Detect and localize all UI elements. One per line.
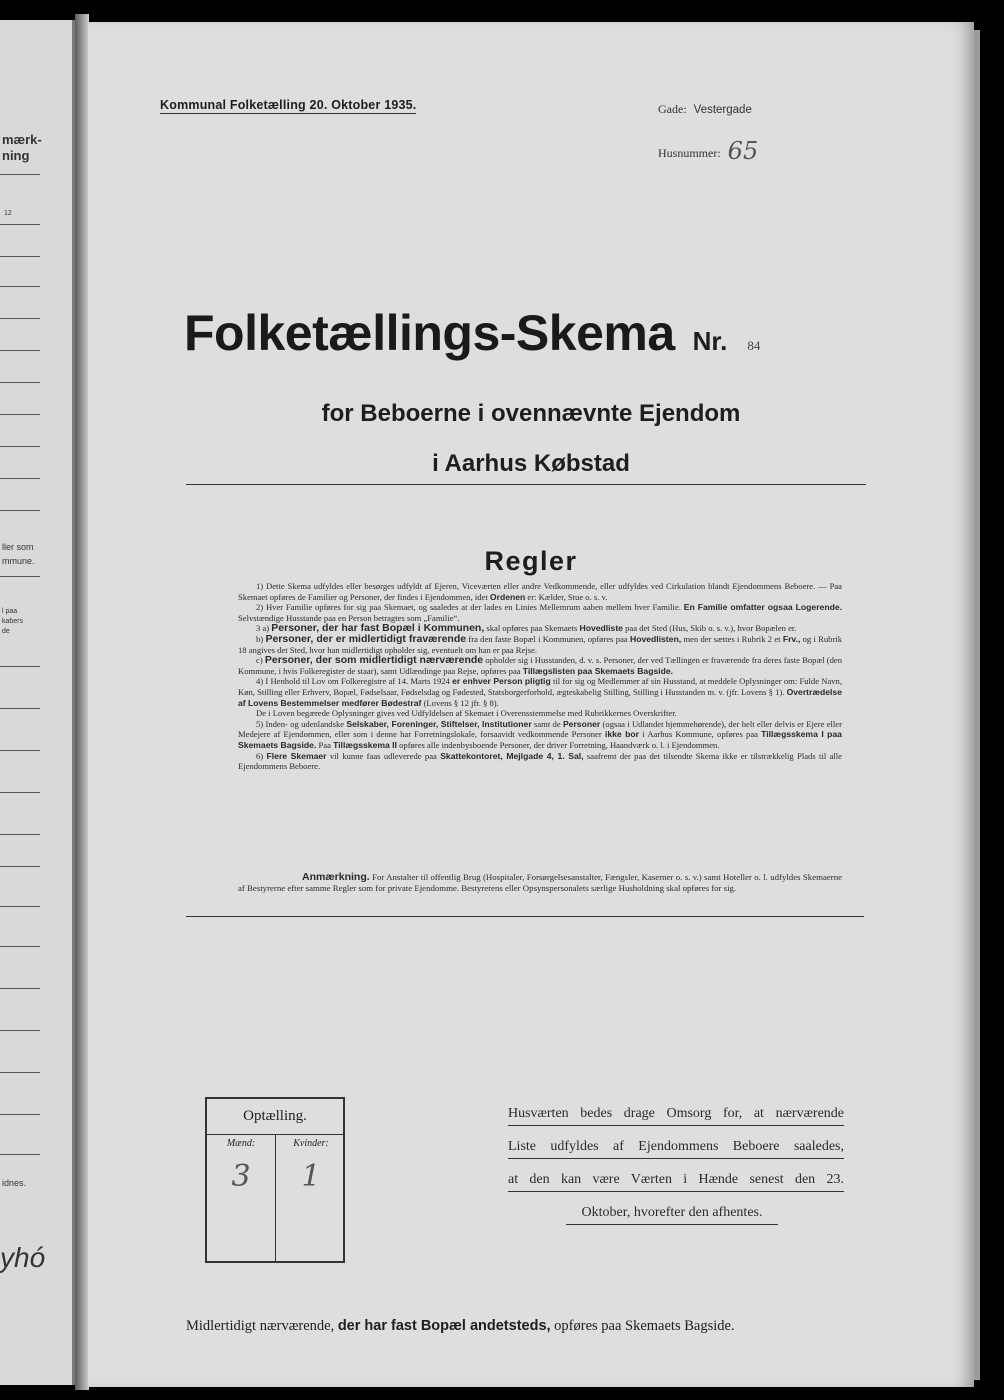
- count-box: [205, 1097, 345, 1263]
- street-field: [658, 102, 752, 117]
- left-fragment-text: de: [2, 628, 10, 635]
- divider: [0, 946, 40, 947]
- divider: [186, 916, 864, 917]
- men-count: 3: [231, 1159, 251, 1194]
- divider: [0, 866, 40, 867]
- street-value: Vestergade: [693, 104, 752, 116]
- divider: [275, 1134, 276, 1261]
- left-fragment-text: mmune.: [2, 556, 35, 566]
- divider: [0, 1114, 40, 1115]
- rule-4: 4) I Henhold til Lov om Folkeregistre af 14. Marts 1924 er enhver Person pligtig til for sig og Medlemmer af sin Husstand, at meddele Oplysninger om: Fulde Navn, Køn, Stilling eller Erhverv, Bopæl, Fødselsaar, Fødselsdag og Fødested, Statsborgerforhold, ægteskabelig Stilling, Stilling i Husstanden m. v. (jfr. Lovens § 1). Overtrædelse af Lovens Bestemmelser medfører Bødestraf (Lovens § 12 jfr. § 8).: [238, 676, 843, 708]
- rules-heading: Regler: [484, 546, 578, 576]
- divider: [0, 256, 40, 257]
- house-number-field: [658, 135, 758, 163]
- rules-text: [238, 581, 842, 772]
- divider: [0, 224, 40, 225]
- book-gutter: [75, 14, 89, 1390]
- divider: [0, 286, 40, 287]
- footer-part: opføres paa Skemaets Bagside.: [554, 1318, 735, 1334]
- divider: [0, 1030, 40, 1031]
- notice-line: Husværten bedes drage Omsorg for, at nærværende: [508, 1104, 844, 1126]
- divider: [0, 478, 40, 479]
- footer-note: [186, 1318, 866, 1335]
- divider: [0, 666, 40, 667]
- divider: [0, 576, 40, 577]
- divider: [0, 792, 40, 793]
- left-handwritten-fragment: yhó: [0, 1242, 46, 1273]
- house-number-value: 65: [727, 137, 759, 165]
- left-fragment-text: ller som: [2, 542, 34, 552]
- women-label: Kvinder:: [293, 1138, 329, 1149]
- remark-text: [238, 872, 842, 894]
- left-fragment-text: idnes.: [2, 1178, 27, 1188]
- notice-line: Liste udfyldes af Ejendommens Beboere saaledes,: [508, 1137, 844, 1159]
- footer-part: Midlertidigt nærværende,: [186, 1318, 335, 1334]
- form-title: [88, 304, 974, 362]
- divider: [0, 834, 40, 835]
- form-number-value: 84: [747, 338, 761, 353]
- men-label: Mænd:: [226, 1138, 256, 1149]
- rule-4-note: De i Loven begærede Oplysninger gives ved Udfyldelsen af Skemaet i Overensstemmelse med Rubrikkernes Overskrifter.: [256, 708, 677, 719]
- left-fragment-text: kabers: [2, 618, 24, 625]
- divider: [0, 906, 40, 907]
- women-count: 1: [301, 1159, 321, 1194]
- landlord-notice: [508, 1104, 844, 1236]
- form-number-label: Nr.: [692, 326, 728, 356]
- divider: [0, 174, 40, 175]
- remark-body: For Anstalter til offentlig Brug (Hospitaler, Forsørgelsesanstalter, Fængsler, Kaserner o. s. v.) samt Hoteller o. l. udfyldes Skemaerne af Bestyrerne efter samme Regler som for private Ejendomme. Bestyrerens eller Opsynspersonalets særlige Husholdning skal opføres for sig.: [238, 872, 842, 893]
- rule-1: 1) Dette Skema udfyldes eller besørges udfyldt af Ejeren, Viceværten eller andre Vedkommende, eller udfyldes ved Cirkulation blandt Ejendommens Beboere. — Paa Skemaet opføres de Familier og Personer, der findes i Ejendommen, idet Ordenen er: Kælder, Stue o. s. v.: [238, 581, 842, 602]
- left-fragment-text: ning: [2, 148, 30, 163]
- notice-line: at den kan være Værten i Hænde senest den 23.: [508, 1170, 844, 1192]
- divider: [0, 318, 40, 319]
- rule-3c: c) Personer, der som midlertidigt nærværende opholder sig i Husstanden, d. v. s. Personer, der ved Tællingen er fraværende fra deres faste Bopæl (den Kommune, i hvis Folkeregister de staar), samt Udlændinge paa Rejse, opføres paa Tillægslisten paa Skemaets Bagside.: [238, 654, 843, 676]
- rule-5: 5) Inden- og udenlandske Selskaber, Foreninger, Stiftelser, Institutioner samt de Personer (ogsaa i Udlandet hjemmehørende), der helt eller delvis er Ejere eller Medejere af Ejendommen, eller som i denne har Forretningslokale, forsaavidt vedkommende Personer ikke bor i Aarhus Kommune, opføres paa Tillægsskema I paa Skemaets Bagside. Paa Tillægsskema II opføres alle indenbysboende Personer, der driver Forretning, Haandværk o. l. i Ejendommen.: [238, 718, 842, 750]
- left-fragment-text: 12: [4, 210, 12, 217]
- divider: [0, 446, 40, 447]
- divider: [0, 1072, 40, 1073]
- census-form-page: [88, 22, 974, 1387]
- divider: [0, 750, 40, 751]
- divider: [0, 988, 40, 989]
- form-location: i Aarhus Købstad: [432, 450, 630, 477]
- census-header: Kommunal Folketælling 20. Oktober 1935.: [160, 98, 417, 112]
- remark-label: Anmærkning.: [302, 871, 370, 883]
- street-label: Gade:: [658, 102, 687, 116]
- divider: [0, 708, 40, 709]
- divider: [0, 414, 40, 415]
- notice-line: Oktober, hvorefter den afhentes.: [566, 1203, 778, 1225]
- rule-2: 2) Hver Familie opføres for sig paa Skemaet, og saaledes at der lades en Linies Mellemrum aaben mellem hver Familie. En Familie omfatter ogsaa Logerende. Selvstændige Husstande paa en Person betragtes som „Familie“.: [238, 602, 842, 623]
- divider: [0, 350, 40, 351]
- left-fragment-text: mærk-: [2, 132, 42, 147]
- house-number-label: Husnummer:: [658, 146, 721, 160]
- form-title-main: Folketællings-Skema: [184, 305, 675, 361]
- divider: [0, 510, 40, 511]
- rule-3b: b) Personer, der er midlertidigt fraværende fra den faste Bopæl i Kommunen, opføres paa Hovedlisten, men der sættes i Rubrik 2 et Frv., og i Rubrik 18 angives det Sted, hvor han midlertidigt opholder sig, eventuelt om han er paa Rejse.: [238, 632, 843, 655]
- form-subtitle: for Beboerne i ovennævnte Ejendom: [321, 400, 741, 427]
- rule-3a: 3 a) Personer, der har fast Bopæl i Kommunen, skal opføres paa Skemaets Hovedliste paa det Sted (Hus, Skib o. s. v.), hvor Bopælen er.: [256, 622, 797, 635]
- divider: [186, 484, 866, 485]
- footer-part: der har fast Bopæl andetsteds,: [337, 1318, 551, 1334]
- left-fragment-text: l paa: [2, 608, 18, 615]
- page-edge: [974, 30, 980, 1380]
- rule-6: 6) Flere Skemaer vil kunne faas udleverede paa Skattekontoret, Mejlgade 4, 1. Sal, saafremt der paa det tilsendte Skema ikke er tilstrækkelig Plads til alle Ejendommens Beboere.: [238, 750, 842, 772]
- count-box-title: Optælling.: [207, 1099, 343, 1135]
- divider: [0, 1154, 40, 1155]
- divider: [0, 382, 40, 383]
- left-page-fragment: [0, 20, 75, 1385]
